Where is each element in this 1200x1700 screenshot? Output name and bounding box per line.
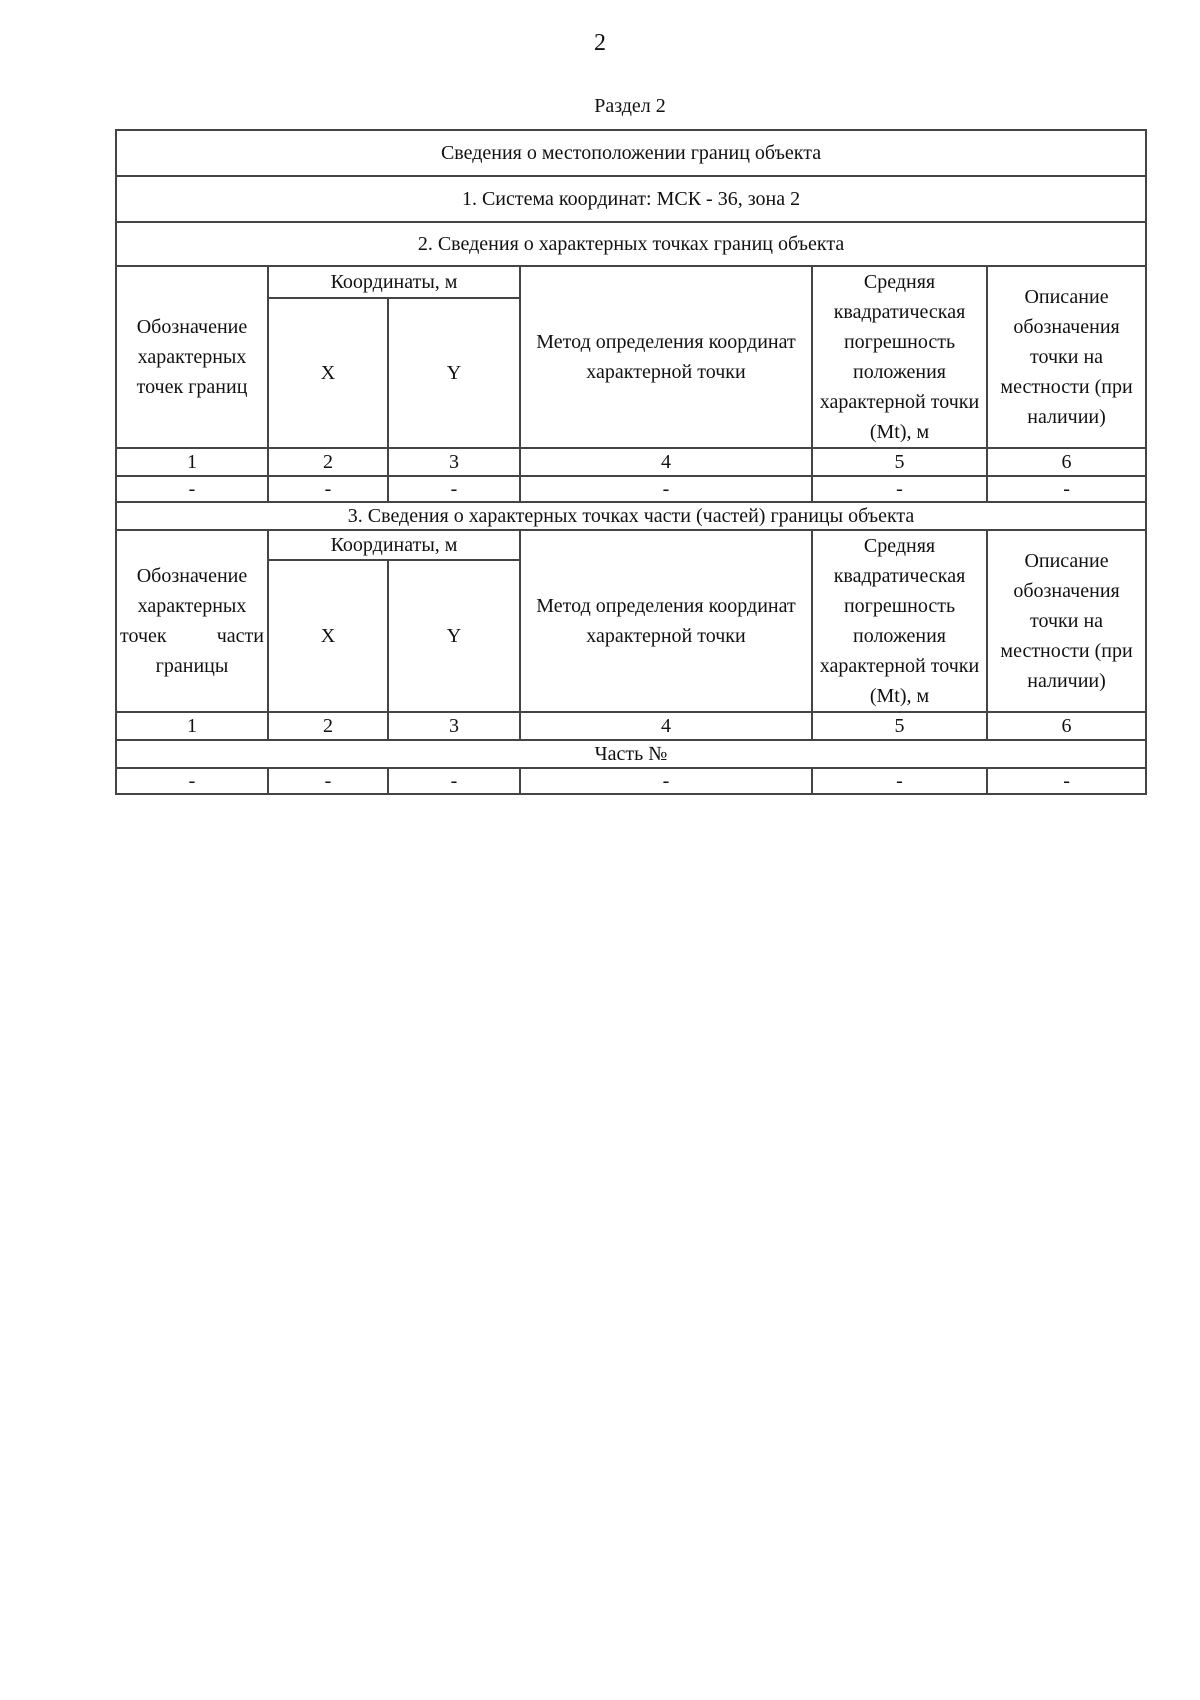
section2-col-number: 3 bbox=[388, 712, 520, 740]
section1-x-header: X bbox=[268, 298, 388, 448]
section2-x-header: X bbox=[268, 560, 388, 712]
table-row bbox=[116, 768, 1146, 794]
section2-designation-line: Обозначение bbox=[136, 565, 248, 587]
section1-header-row-1 bbox=[116, 266, 1146, 298]
section1-col-number: 5 bbox=[812, 448, 987, 476]
section2-title: 3. Сведения о характерных точках части (частей) границы объекта bbox=[116, 502, 1146, 530]
section1-col-number: 6 bbox=[987, 448, 1146, 476]
section1-method-header: Метод определения координат характерной точки bbox=[520, 266, 812, 448]
section2-designation-line: точек части bbox=[120, 625, 264, 647]
section2-designation-line: границы bbox=[155, 655, 229, 677]
section1-description-header: Описание обозначения точки на местности (при наличии) bbox=[987, 266, 1146, 448]
boundary-table bbox=[115, 129, 1147, 795]
section1-title-row bbox=[116, 222, 1146, 266]
section2-numbers-row bbox=[116, 712, 1146, 740]
section1-numbers-row bbox=[116, 448, 1146, 476]
section1-col-number: 1 bbox=[116, 448, 268, 476]
table-title-row bbox=[116, 130, 1146, 176]
section2-y-header: Y bbox=[388, 560, 520, 712]
section2-coords-header: Координаты, м bbox=[268, 530, 520, 560]
section2-col-number: 5 bbox=[812, 712, 987, 740]
section2-col-number: 6 bbox=[987, 712, 1146, 740]
section1-cell: - bbox=[116, 476, 268, 502]
section2-designation-header bbox=[116, 530, 268, 712]
section2-title-row bbox=[116, 502, 1146, 530]
section1-designation-header: Обозначение характерных точек границ bbox=[116, 266, 268, 448]
table-title: Сведения о местоположении границ объекта bbox=[116, 130, 1146, 176]
coord-system: 1. Система координат: МСК - 36, зона 2 bbox=[116, 176, 1146, 222]
section2-header-row-1 bbox=[116, 530, 1146, 560]
coord-system-row bbox=[116, 176, 1146, 222]
section1-col-number: 3 bbox=[388, 448, 520, 476]
section1-coords-header: Координаты, м bbox=[268, 266, 520, 298]
section2-cell: - bbox=[520, 768, 812, 794]
section1-y-header: Y bbox=[388, 298, 520, 448]
section1-cell: - bbox=[987, 476, 1146, 502]
section2-cell: - bbox=[987, 768, 1146, 794]
section2-error-header: Средняя квадратическая погрешность положения характерной точки (Mt), м bbox=[812, 530, 987, 712]
section2-part-row bbox=[116, 740, 1146, 768]
page-number: 2 bbox=[594, 30, 606, 56]
section2-designation-line: характерных bbox=[137, 595, 247, 617]
section2-cell: - bbox=[388, 768, 520, 794]
section2-part-label: Часть № bbox=[116, 740, 1146, 768]
section2-col-number: 4 bbox=[520, 712, 812, 740]
section1-title: 2. Сведения о характерных точках границ объекта bbox=[116, 222, 1146, 266]
section2-col-number: 2 bbox=[268, 712, 388, 740]
section-title: Раздел 2 bbox=[594, 95, 666, 117]
section1-cell: - bbox=[520, 476, 812, 502]
table-row bbox=[116, 476, 1146, 502]
section1-error-header: Средняя квадратическая погрешность положения характерной точки (Mt), м bbox=[812, 266, 987, 448]
section1-cell: - bbox=[268, 476, 388, 502]
section2-cell: - bbox=[116, 768, 268, 794]
section2-cell: - bbox=[812, 768, 987, 794]
section1-cell: - bbox=[812, 476, 987, 502]
section1-col-number: 4 bbox=[520, 448, 812, 476]
section1-col-number: 2 bbox=[268, 448, 388, 476]
section2-method-header: Метод определения координат характерной точки bbox=[520, 530, 812, 712]
section2-cell: - bbox=[268, 768, 388, 794]
section1-cell: - bbox=[388, 476, 520, 502]
section2-description-header: Описание обозначения точки на местности (при наличии) bbox=[987, 530, 1146, 712]
section2-col-number: 1 bbox=[116, 712, 268, 740]
